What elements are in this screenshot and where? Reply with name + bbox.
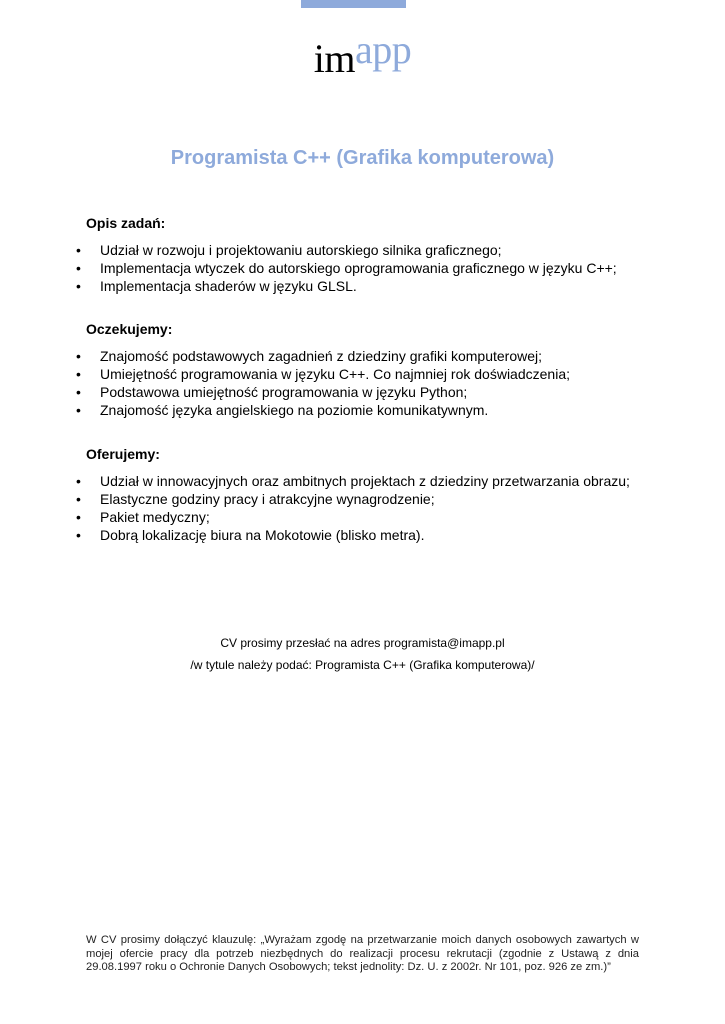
logo-app: app (354, 27, 412, 72)
list-item: • Podstawowa umiejętność programowania w języku Python; (76, 384, 468, 400)
bullet-icon: • (76, 473, 81, 489)
bullet-icon: • (76, 491, 81, 507)
list-item: • Pakiet medyczny; (76, 509, 210, 525)
logo-im: im (313, 36, 355, 81)
list-item: • Udział w rozwoju i projektowaniu autorskiego silnika graficznego; (76, 242, 502, 258)
section-heading-tasks: Opis zadań: (86, 215, 166, 231)
list-item: • Implementacja wtyczek do autorskiego oprogramowania graficznego w języku C++; (76, 260, 617, 276)
offer-list (74, 472, 630, 544)
list-item: • Udział w innowacyjnych oraz ambitnych projektach z dziedziny przetwarzania obrazu; (76, 473, 630, 489)
bullet-icon: • (76, 402, 81, 418)
requirements-list (74, 347, 570, 419)
list-item: • Dobrą lokalizację biura na Mokotowie (blisko metra). (76, 527, 425, 543)
list-item: • Implementacja shaderów w języku GLSL. (76, 278, 357, 294)
list-item: • Znajomość podstawowych zagadnień z dziedziny grafiki komputerowej; (76, 348, 542, 364)
bullet-icon: • (76, 509, 81, 525)
bullet-icon: • (76, 384, 81, 400)
tasks-list (74, 241, 617, 295)
imapp-logo (0, 27, 725, 82)
list-item: • Znajomość języka angielskiego na poziomie komunikatywnym. (76, 402, 489, 418)
bullet-icon: • (76, 260, 81, 276)
top-accent-bar (301, 0, 406, 8)
section-heading-requirements: Oczekujemy: (86, 321, 173, 337)
bullet-icon: • (76, 527, 81, 543)
job-title: Programista C++ (Grafika komputerowa) (170, 147, 555, 169)
section-heading-offer: Oferujemy: (86, 446, 160, 462)
bullet-icon: • (76, 242, 81, 258)
bullet-icon: • (76, 348, 81, 364)
list-item: • Elastyczne godziny pracy i atrakcyjne wynagrodzenie; (76, 491, 435, 507)
bullet-icon: • (76, 278, 81, 294)
subject-line: /w tytule należy podać: Programista C++ (Grafika komputerowa)/ (190, 658, 535, 672)
list-item: • Umiejętność programowania w języku C++. Co najmniej rok doświadczenia; (76, 366, 570, 382)
privacy-clause: W CV prosimy dołączyć klauzulę: „Wyrażam zgodę na przetwarzanie moich danych osobowych zawartych w mojej ofercie pracy dla potrzeb niezbędnych do realizacji procesu rekrutacji (zgodnie z Ustawą z dnia 29.08.1997 roku o Ochronie Danych Osobowych; tekst jednolity: Dz. U. z 2002r. Nr 101, poz. 926 ze zm.)” (86, 934, 639, 973)
bullet-icon: • (76, 366, 81, 382)
contact-line: CV prosimy przesłać na adres programista@imapp.pl (220, 636, 505, 650)
